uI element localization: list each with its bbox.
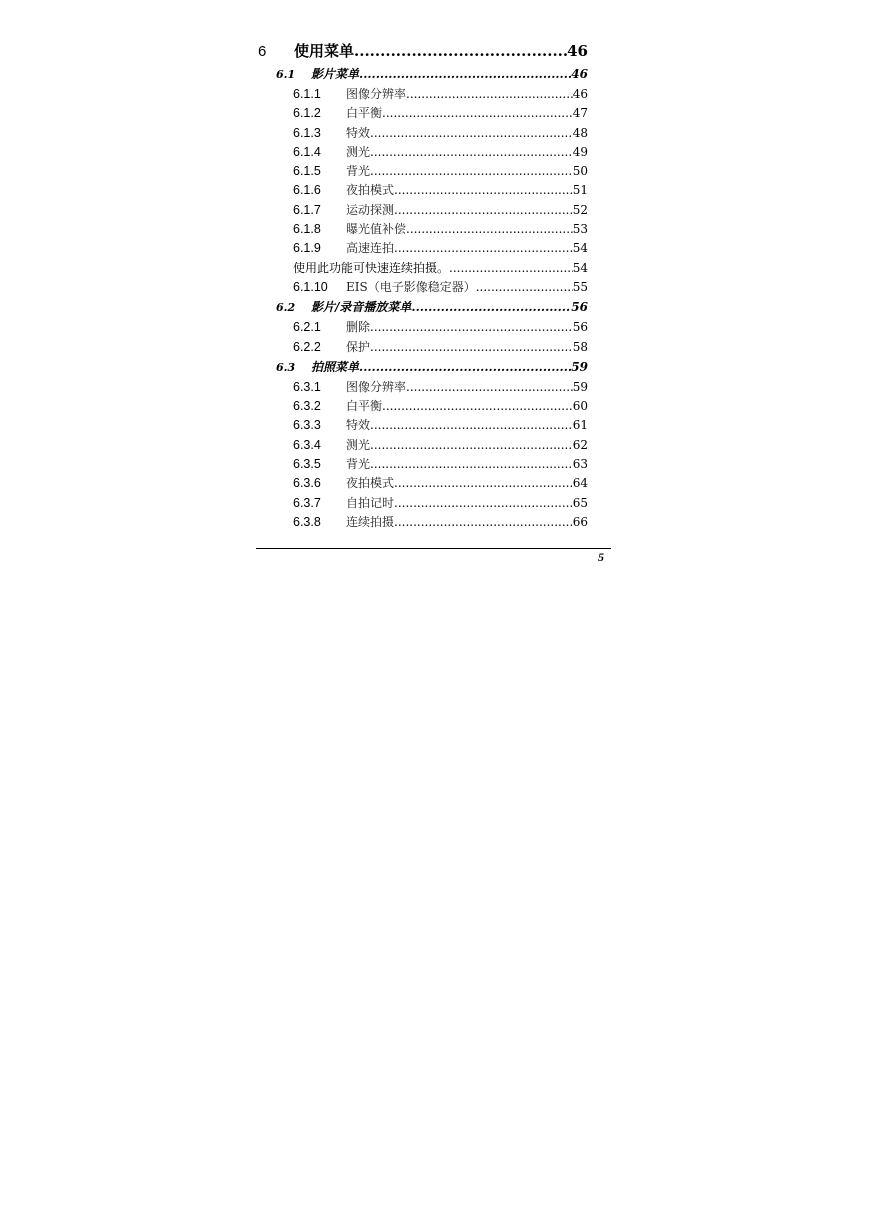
item-number: 6.3.6 [293,476,321,491]
toc-chapter-6[interactable] [258,40,588,64]
item-number: 6.3.1 [293,379,321,394]
section-number: 6.1 [276,68,296,81]
leader-dots [394,515,573,529]
leader-dots [411,300,571,314]
toc-item-6-1-9[interactable] [258,239,588,258]
leader-dots [370,164,573,178]
item-page: 54 [572,260,588,275]
item-title: 图像分辨率 [346,379,407,394]
item-number: 6.3.2 [293,399,321,414]
item-number: 6.1.6 [293,183,321,198]
item-number: 6.3.3 [293,418,321,433]
item-title: 测光 [346,437,371,452]
item-title: 曝光值补偿 [346,222,407,237]
leader-dots [370,457,573,471]
toc-item-6-3-7[interactable] [258,494,588,513]
toc-item-6-3-5[interactable] [258,455,588,474]
item-title: 特效 [346,418,371,433]
item-title: 运动探测 [346,202,395,217]
toc-item-6-3-1[interactable] [258,378,588,397]
toc-section-6-2[interactable] [258,298,588,318]
item-title: 测光 [346,144,371,159]
item-page: 52 [572,202,588,217]
item-page: 59 [572,379,588,394]
item-title: EIS（电子影像稳定器） [346,279,476,294]
leader-dots [394,496,573,510]
item-title: 删除 [346,320,371,335]
item-number: 6.1.7 [293,202,321,217]
leader-dots [476,280,573,294]
item-page: 61 [572,418,588,433]
toc-section-6-3[interactable] [258,358,588,378]
section-number: 6.3 [276,360,296,374]
item-number: 6.3.4 [293,437,321,452]
toc-item-6-3-8[interactable] [258,513,588,532]
item-page: 62 [572,437,588,452]
leader-dots [406,222,573,236]
leader-dots [406,380,573,394]
section-title: 影片/录音播放菜单 [311,300,412,315]
item-title: 使用此功能可快速连续拍摄。 [293,260,450,275]
chapter-number: 6 [258,43,267,60]
toc-item-6-1-3[interactable] [258,124,588,143]
leader-dots [394,203,573,217]
toc-item-6-2-1[interactable] [258,318,588,337]
toc-item-6-3-4[interactable] [258,436,588,455]
section-title: 拍照菜单 [311,359,360,374]
leader-dots [406,87,573,101]
item-title: 特效 [346,125,371,140]
item-title: 白平衡 [346,399,383,414]
item-page: 49 [572,144,588,159]
leader-dots [382,399,573,413]
item-number: 6.3.7 [293,495,321,510]
leader-dots [382,106,573,120]
item-page: 58 [572,339,588,354]
toc-item-6-3-3[interactable] [258,416,588,435]
leader-dots [359,67,571,81]
leader-dots [370,320,573,334]
leader-dots [370,126,573,140]
item-number: 6.2.1 [293,320,321,335]
toc-item-6-2-2[interactable] [258,338,588,357]
toc-section-6-1[interactable] [258,65,588,85]
item-number: 6.1.9 [293,241,321,256]
toc-item-6-1-4[interactable] [258,143,588,162]
chapter-title: 使用菜单 [294,42,355,60]
footer-rule [256,548,611,549]
item-page: 60 [572,399,588,414]
leader-dots [359,360,571,374]
leader-dots [354,42,567,60]
item-page: 65 [572,495,588,510]
toc-item-6-1-6[interactable] [258,181,588,200]
item-page: 64 [572,476,588,491]
item-page: 50 [572,164,588,179]
item-title: 夜拍模式 [346,476,395,491]
item-title: 连续拍摄 [346,514,395,529]
item-page: 47 [572,106,588,121]
leader-dots [394,183,573,197]
toc-item-6-1-1[interactable] [258,85,588,104]
toc-item-6-1-10[interactable] [258,278,588,297]
leader-dots [394,241,573,255]
table-of-contents [258,40,588,532]
item-number: 6.2.2 [293,339,321,354]
toc-item-6-3-2[interactable] [258,397,588,416]
leader-dots [370,438,573,452]
item-number: 6.1.2 [293,106,321,121]
item-page: 46 [572,87,588,101]
item-number: 6.1.4 [293,144,321,159]
chapter-page: 46 [567,42,588,60]
item-page: 55 [572,279,588,294]
item-number: 6.1.3 [293,125,321,140]
item-page: 56 [572,320,588,335]
item-page: 51 [572,183,588,198]
leader-dots [449,261,573,275]
section-page: 46 [571,67,588,81]
section-title: 影片菜单 [311,67,360,81]
footer-page-number: 5 [598,550,604,564]
item-page: 48 [572,125,588,140]
leader-dots [370,340,573,354]
item-number: 6.3.5 [293,457,321,472]
toc-item-6-1-5[interactable] [258,162,588,181]
item-page: 53 [572,222,588,237]
section-page: 59 [571,359,588,374]
toc-item-6-1-2[interactable] [258,104,588,123]
toc-item-6-3-6[interactable] [258,474,588,493]
item-page: 66 [572,514,588,529]
item-number: 6.1.1 [293,87,321,101]
item-title: 高速连拍 [346,241,395,256]
toc-item-6-1-8[interactable] [258,220,588,239]
item-title: 白平衡 [346,106,383,121]
leader-dots [370,145,573,159]
leader-dots [394,476,573,490]
item-title: 夜拍模式 [346,183,395,198]
section-number: 6.2 [276,301,296,315]
item-title: 自拍记时 [346,495,395,510]
item-number: 6.3.8 [293,514,321,529]
toc-item-6-1-7[interactable] [258,201,588,220]
item-number: 6.1.8 [293,222,321,237]
leader-dots [370,418,573,432]
toc-item-text-entry[interactable] [258,259,588,278]
item-title: 保护 [346,339,371,354]
item-title: 背光 [346,164,371,179]
item-title: 背光 [346,457,371,472]
item-number: 6.1.5 [293,164,321,179]
item-number: 6.1.10 [293,279,328,294]
item-title: 图像分辨率 [346,87,407,101]
item-page: 63 [572,457,588,472]
item-page: 54 [572,241,588,256]
section-page: 56 [571,300,588,315]
